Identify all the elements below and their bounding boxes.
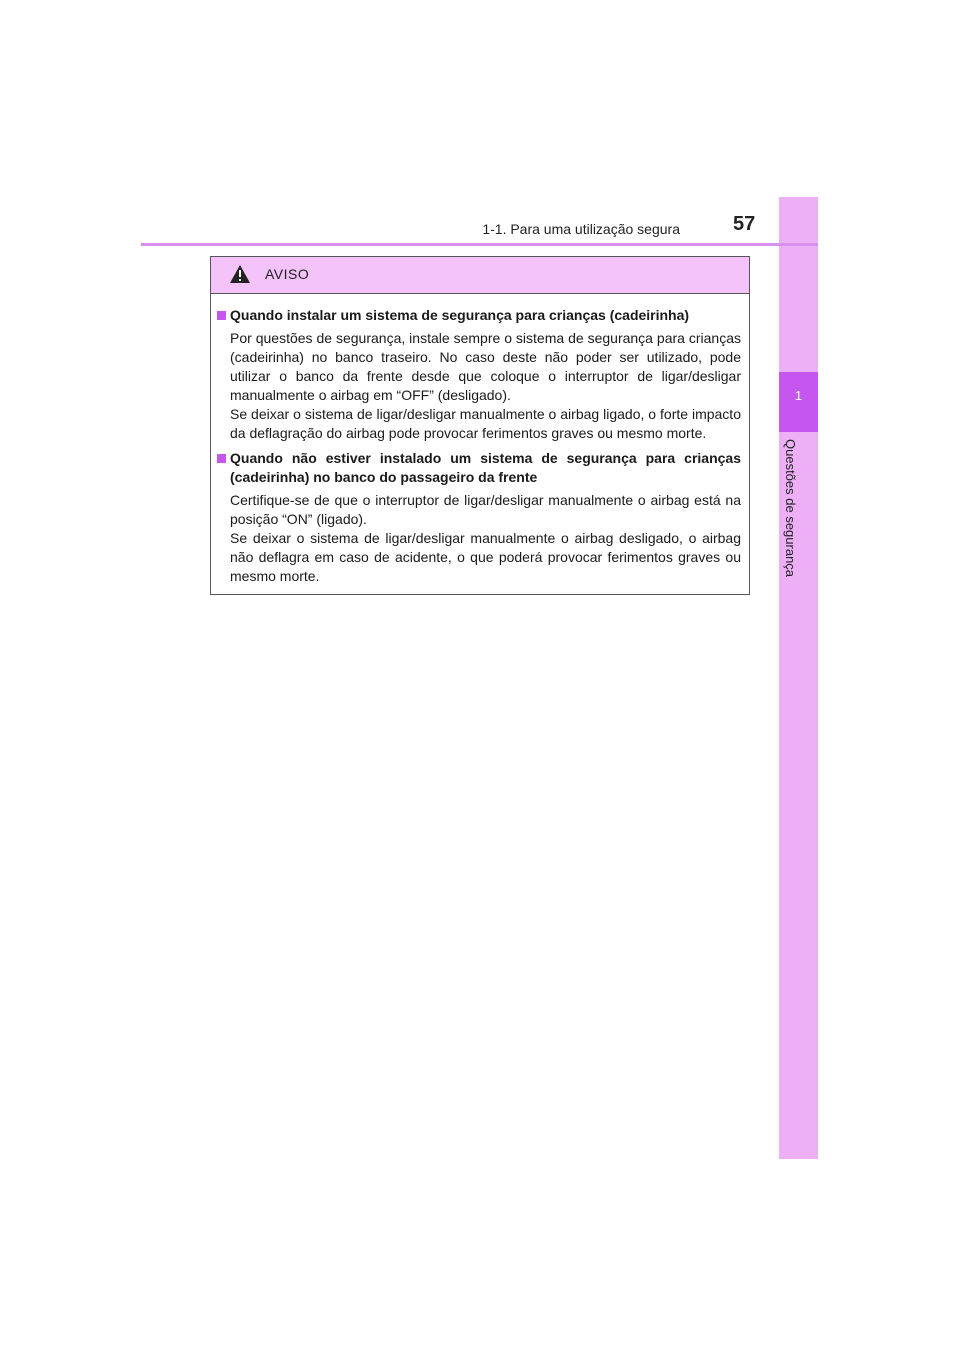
section-title: 1-1. Para uma utilização segura [482,221,680,237]
warning-item-title [217,449,741,487]
page-number: 57 [733,213,756,235]
warning-body [211,294,749,586]
square-bullet-icon [217,311,226,320]
square-bullet-icon [217,454,226,463]
warning-item-text: Por questões de segurança, instale sempre o sistema de segurança para crianças (cadeirinha) no banco traseiro. No caso deste não poder ser utilizado, pode utilizar o banco da frente desde que coloque o interruptor de ligar/desligar manualmente o airbag em “OFF” (desligado). Se deixar o sistema de ligar/desligar manualmente o airbag ligado, o forte impacto da deflagração do airbag pode provocar ferimentos graves ou mesmo morte. [230,330,741,441]
warning-item-title-text: Quando não estiver instalado um sistema de segurança para crianças (cadeirinha) no banco do passageiro da frente [230,450,741,485]
warning-item-title-text: Quando instalar um sistema de segurança para crianças (cadeirinha) [230,307,690,323]
warning-box [210,256,750,595]
header-divider [141,243,818,246]
warning-item-text: Certifique-se de que o interruptor de ligar/desligar manualmente o airbag está na posição “ON” (ligado). Se deixar o sistema de ligar/desligar manualmente o airbag desligado, o airbag não deflagra em caso de acidente, o que poderá provocar ferimentos graves ou mesmo morte. [230,492,741,584]
warning-item [217,449,741,586]
warning-item-title [217,306,741,325]
chapter-side-tab [779,197,818,1159]
chapter-title: Questões de segurança [783,439,798,578]
warning-triangle-icon [229,264,251,284]
warning-label: AVISO [265,266,310,282]
warning-item [217,306,741,443]
warning-header [211,257,749,294]
chapter-number: 1 [794,388,803,403]
